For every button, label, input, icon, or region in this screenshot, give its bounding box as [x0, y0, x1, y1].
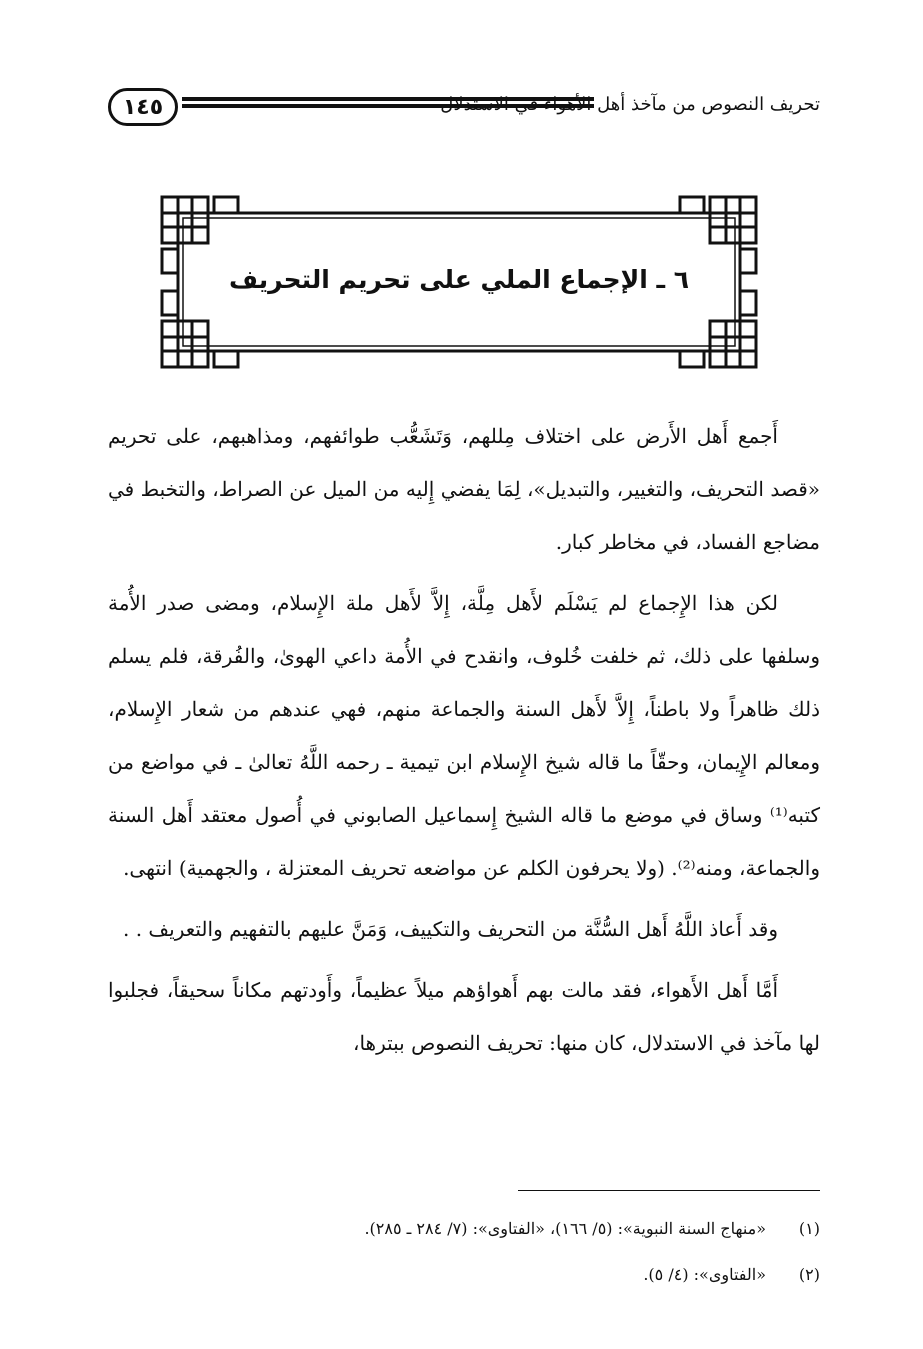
- section-title: ٦ ـ الإجماع الملي على تحريم التحريف: [228, 265, 690, 294]
- footnote-item: [108, 1206, 820, 1252]
- footnote-text: «الفتاوى»: (٤/ ٥).: [643, 1265, 766, 1284]
- page-number: ١٤٥: [122, 94, 164, 120]
- paragraph: أَمَّا أَهل الأَهواء، فقد مالت بهم أَهواؤهم ميلاً عظيماً، وأَودتهم مكاناً سحيقاً، فجلبوا لها مآخذ في الاستدلال، كان منها: تحريف النصوص ببترها،: [108, 978, 820, 1055]
- body-text: [108, 410, 820, 1070]
- footnote-number: (١): [798, 1219, 820, 1238]
- footnotes: [108, 1206, 820, 1298]
- page-header: [108, 88, 820, 128]
- paragraph: وقد أَعاذ اللَّهُ أَهل السُّنَّة من التحريف والتكييف، وَمَنَّ عليهم بالتفهيم والتعريف . .: [123, 917, 778, 941]
- footnote-item: [108, 1252, 820, 1298]
- page-number-badge: [108, 88, 178, 126]
- footnote-number: (٢): [798, 1265, 820, 1284]
- paragraph: لكن هذا الإِجماع لم يَسْلَم لأَهل مِلَّة، إِلاَّ لأَهل ملة الإِسلام، ومضى صدر الأُمة وسلفها على ذلك، ثم خلفت خُلوف، وانقدح في الأُمة داعي الهوىٰ، والفُرقة، فلم يسلم ذلك ظاهراً ولا باطناً، إِلاَّ لأَهل السنة والجماعة منهم، فهي عندهم من شعار الإِسلام، ومعالم الإِيمان، وحقّاً ما قاله شيخ الإِسلام ابن تيمية ـ رحمه اللَّهُ تعالىٰ ـ في مواضع من كتبه⁽¹⁾ وساق في موضع ما قاله الشيخ إِسماعيل الصابوني في أُصول معتقد أَهل السنة والجماعة، ومنه⁽²⁾. (ولا يحرفون الكلم عن مواضعه تحريف المعتزلة ، والجهمية) انتهى.: [108, 591, 821, 880]
- footnote-separator: [518, 1190, 820, 1191]
- paragraph: أَجمع أَهل الأَرض على اختلاف مِللهم، وَتَشَعُّب طوائفهم، ومذاهبهم، على تحريم «قصد التحريف، والتغيير، والتبديل»، لِمَا يفضي إِليه من الميل عن الصراط، والتخبط في مضاجع الفساد، في مخاطر كبار.: [108, 424, 820, 554]
- running-title: تحريف النصوص من مآخذ أهل الأهواء في الاستدلال: [440, 94, 820, 115]
- footnote-text: «منهاج السنة النبوية»: (٥/ ١٦٦)، «الفتاوى»: (٧/ ٢٨٤ ـ ٢٨٥).: [364, 1219, 766, 1238]
- section-title-frame: [158, 193, 760, 371]
